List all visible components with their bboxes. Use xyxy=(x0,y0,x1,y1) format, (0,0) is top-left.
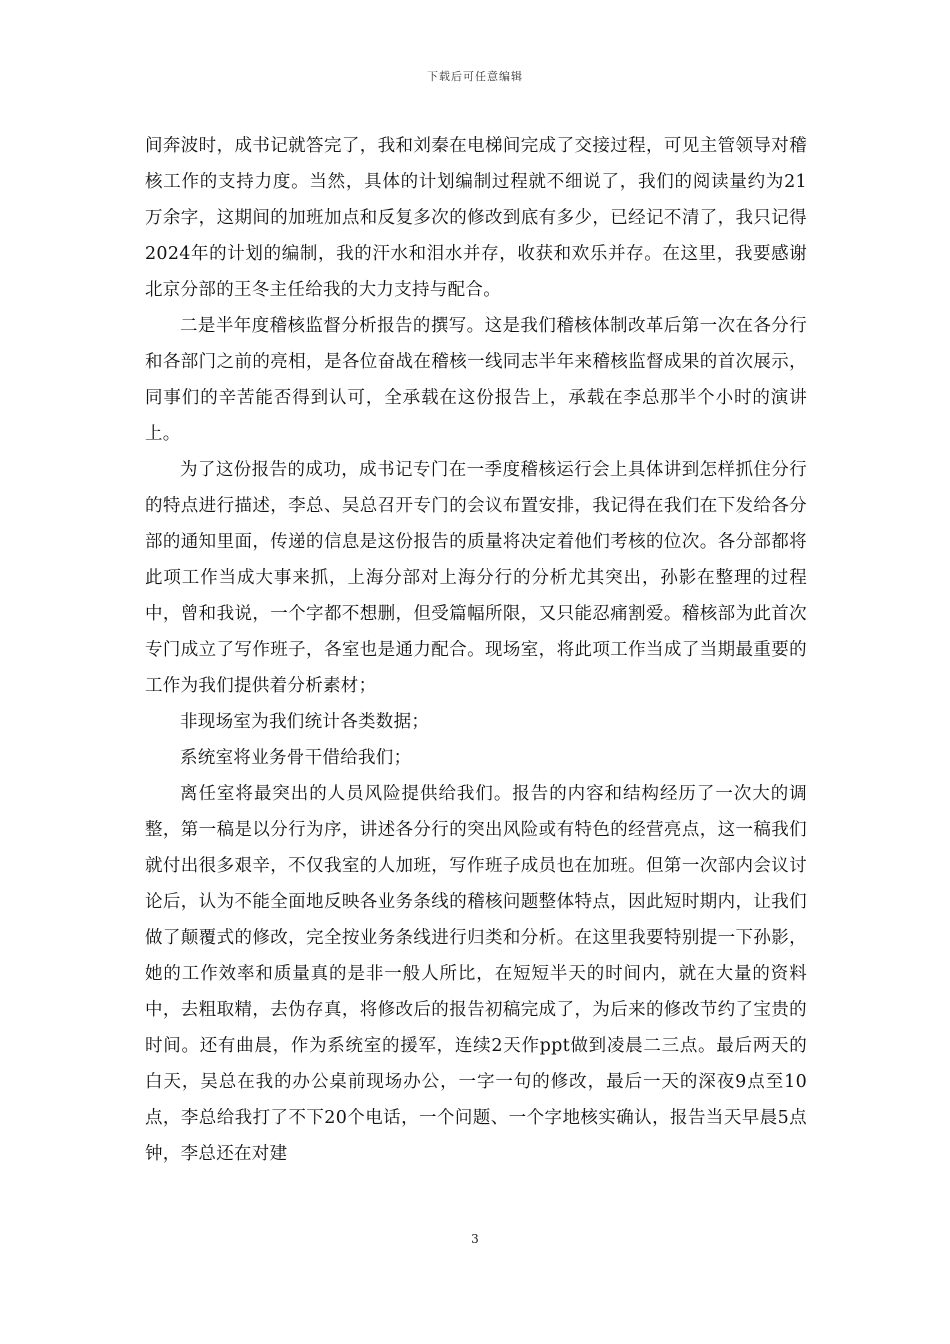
paragraph-6: 离任室将最突出的人员风险提供给我们。报告的内容和结构经历了一次大的调整，第一稿是以分行为序，讲述各分行的突出风险或有特色的经营亮点，这一稿我们就付出很多艰辛，不仅我室的人加班，写作班子成员也在加班。但第一次部内会议讨论后，认为不能全面地反映各业务条线的稽核问题整体特点，因此短时期内，让我们做了颠覆式的修改，完全按业务条线进行归类和分析。在这里我要特别提一下孙影，她的工作效率和质量真的是非一般人所比，在短短半天的时间内，就在大量的资料中，去粗取精，去伪存真，将修改后的报告初稿完成了，为后来的修改节约了宝贵的时间。还有曲晨，作为系统室的援军，连续2天作ppt做到凌晨二三点。最后两天的白天，吴总在我的办公桌前现场办公，一字一句的修改，最后一天的深夜9点至10点，李总给我打了不下20个电话，一个问题、一个字地核实确认，报告当天早晨5点钟，李总还在对建 xyxy=(145,784,807,1164)
paragraph-5: 系统室将业务骨干借给我们； xyxy=(180,748,412,768)
paragraph-2: 二是半年度稽核监督分析报告的撰写。这是我们稽核体制改革后第一次在各分行和各部门之前的亮相，是各位奋战在稽核一线同志半年来稽核监督成果的首次展示，同事们的辛苦能否得到认可，全承载在这份报告上，承载在李总那半个小时的演讲上。 xyxy=(145,316,807,444)
paragraph-3: 为了这份报告的成功，成书记专门在一季度稽核运行会上具体讲到怎样抓住分行的特点进行描述，李总、吴总召开专门的会议布置安排，我记得在我们在下发给各分部的通知里面，传递的信息是这份报告的质量将决定着他们考核的位次。各分部都将此项工作当成大事来抓，上海分部对上海分行的分析尤其突出，孙影在整理的过程中，曾和我说，一个字都不想删，但受篇幅所限，又只能忍痛割爱。稽核部为此首次专门成立了写作班子，各室也是通力配合。现场室，将此项工作当成了当期最重要的工作为我们提供着分析素材； xyxy=(145,460,807,696)
document-body xyxy=(145,128,807,1172)
page-header: 下载后可任意编辑 xyxy=(427,70,523,83)
page-number: 3 xyxy=(471,1232,479,1246)
paragraph-4: 非现场室为我们统计各类数据； xyxy=(180,712,430,732)
paragraph-1: 间奔波时，成书记就答完了，我和刘秦在电梯间完成了交接过程，可见主管领导对稽核工作的支持力度。当然，具体的计划编制过程就不细说了，我们的阅读量约为21万余字，这期间的加班加点和反复多次的修改到底有多少，已经记不清了，我只记得2024年的计划的编制，我的汗水和泪水并存，收获和欢乐并存。在这里，我要感谢北京分部的王冬主任给我的大力支持与配合。 xyxy=(145,136,807,300)
